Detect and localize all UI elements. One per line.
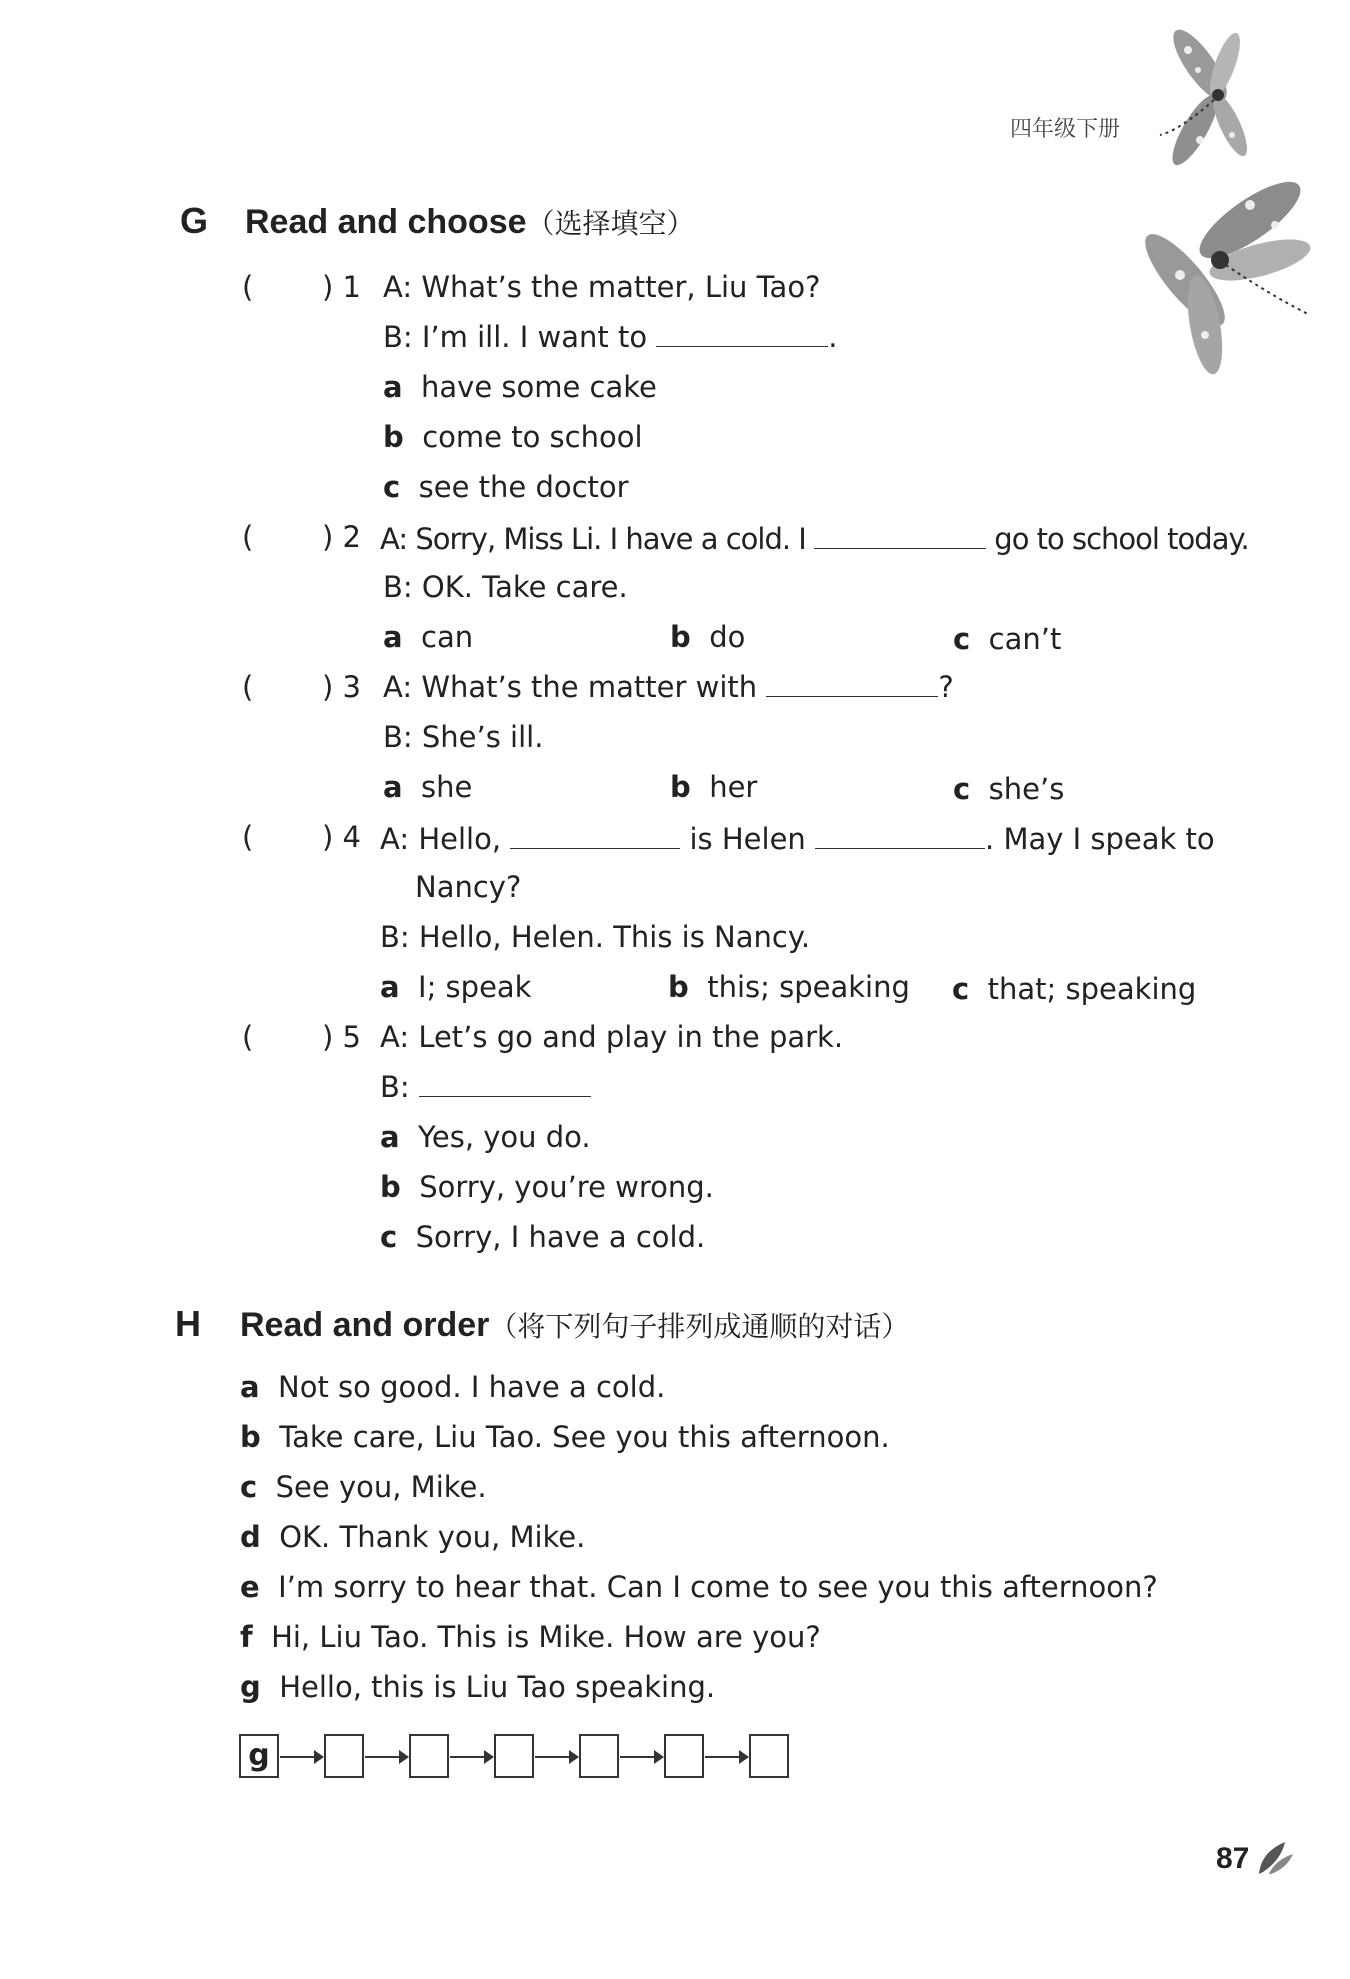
grade-label: 四年级下册 [1010, 117, 1121, 142]
q5-paren-open: ( [242, 1020, 254, 1054]
q1-paren-open: ( [242, 270, 254, 304]
h-sentence-a: a Not so good. I have a cold. [240, 1370, 666, 1404]
q3-paren-close: ) 3 [322, 670, 361, 704]
h-sentence-e: e I’m sorry to hear that. Can I come to see you this afternoon? [240, 1570, 1158, 1604]
h-sentence-d: d OK. Thank you, Mike. [240, 1520, 586, 1554]
q3-blank[interactable] [766, 670, 938, 697]
q4-paren-close: ) 4 [322, 820, 361, 854]
q1-paren-close: ) 1 [322, 270, 361, 304]
q5-line-a: A: Let’s go and play in the park. [380, 1020, 844, 1054]
q1-line-b: B: I’m ill. I want to . [383, 320, 838, 354]
q1-blank[interactable] [656, 320, 828, 347]
q3-option-c: c she’s [953, 772, 1065, 806]
q1-option-c: c see the doctor [383, 470, 629, 504]
section-g-subtitle: （选择填空） [526, 207, 695, 240]
q4-blank-2[interactable] [815, 822, 985, 849]
q3-paren-open: ( [242, 670, 254, 704]
arrow-icon [705, 1756, 747, 1758]
section-g-heading [245, 202, 695, 242]
q4-paren-open: ( [242, 820, 254, 854]
q5-line-b: B: [380, 1070, 591, 1104]
q3-option-a: a she [383, 770, 473, 804]
q4-option-c: c that; speaking [952, 972, 1197, 1006]
q4-answer-slot[interactable] [262, 820, 322, 854]
q3-answer-slot[interactable] [262, 670, 322, 704]
order-box-1[interactable]: g [239, 1734, 279, 1778]
q5-paren-close: ) 5 [322, 1020, 361, 1054]
q4-option-b: b this; speaking [668, 970, 910, 1004]
q5-option-a: a Yes, you do. [380, 1120, 591, 1154]
q3-number: 3 [342, 670, 361, 704]
arrow-icon [535, 1756, 577, 1758]
h-sentence-b: b Take care, Liu Tao. See you this afternoon. [240, 1420, 890, 1454]
order-box-5[interactable] [579, 1734, 619, 1778]
q1-option-a: a have some cake [383, 370, 657, 404]
section-h-subtitle: （将下列句子排列成通顺的对话） [489, 1310, 910, 1343]
q4-line-a: A: Hello, is Helen . May I speak to [380, 822, 1215, 856]
q5-option-b: b Sorry, you’re wrong. [380, 1170, 714, 1204]
q2-answer-slot[interactable] [262, 520, 322, 554]
page-number: 87 [1216, 1842, 1250, 1875]
q3-line-b: B: She’s ill. [383, 720, 544, 754]
q5-option-c: c Sorry, I have a cold. [380, 1220, 706, 1254]
q2-line-b: B: OK. Take care. [383, 570, 628, 604]
leaf-icon [1255, 1838, 1295, 1878]
q1-number: 1 [342, 270, 361, 304]
h-sentence-f: f Hi, Liu Tao. This is Mike. How are you? [240, 1620, 821, 1654]
q2-line-a: A: Sorry, Miss Li. I have a cold. I go to school today. [380, 522, 1249, 556]
arrow-icon [365, 1756, 407, 1758]
q5-number: 5 [342, 1020, 361, 1054]
q2-option-a: a can [383, 620, 474, 654]
order-box-6[interactable] [664, 1734, 704, 1778]
arrow-icon [450, 1756, 492, 1758]
dragonfly-icon [1140, 165, 1320, 375]
section-h-heading [240, 1305, 909, 1345]
q5-blank[interactable] [419, 1070, 591, 1097]
q3-line-a: A: What’s the matter with ? [383, 670, 954, 704]
q4-option-a: a I; speak [380, 970, 532, 1004]
section-g-letter: G [180, 200, 209, 241]
section-g-title: Read and choose [245, 203, 527, 241]
q4-blank-1[interactable] [510, 822, 680, 849]
h-sentence-c: c See you, Mike. [240, 1470, 487, 1504]
q1-option-b: b come to school [383, 420, 643, 454]
arrow-icon [280, 1756, 322, 1758]
order-box-3[interactable] [409, 1734, 449, 1778]
order-box-4[interactable] [494, 1734, 534, 1778]
q3-option-b: b her [670, 770, 758, 804]
order-box-2[interactable] [324, 1734, 364, 1778]
q2-paren-close: ) 2 [322, 520, 361, 554]
section-h-title: Read and order [240, 1306, 490, 1344]
dragonfly-icon [1140, 20, 1270, 170]
q2-blank[interactable] [814, 522, 986, 549]
q2-paren-open: ( [242, 520, 254, 554]
q4-line-a-cont: Nancy? [415, 870, 522, 904]
q2-option-b: b do [670, 620, 746, 654]
order-box-7[interactable] [749, 1734, 789, 1778]
section-h-letter: H [175, 1303, 201, 1344]
h-sentence-g: g Hello, this is Liu Tao speaking. [240, 1670, 716, 1704]
q4-line-b: B: Hello, Helen. This is Nancy. [380, 920, 811, 954]
q5-answer-slot[interactable] [262, 1020, 322, 1054]
q1-answer-slot[interactable] [262, 270, 322, 304]
q4-number: 4 [342, 820, 361, 854]
q2-option-c: c can’t [953, 622, 1062, 656]
q1-line-a: A: What’s the matter, Liu Tao? [383, 270, 821, 304]
q2-number: 2 [342, 520, 361, 554]
arrow-icon [620, 1756, 662, 1758]
